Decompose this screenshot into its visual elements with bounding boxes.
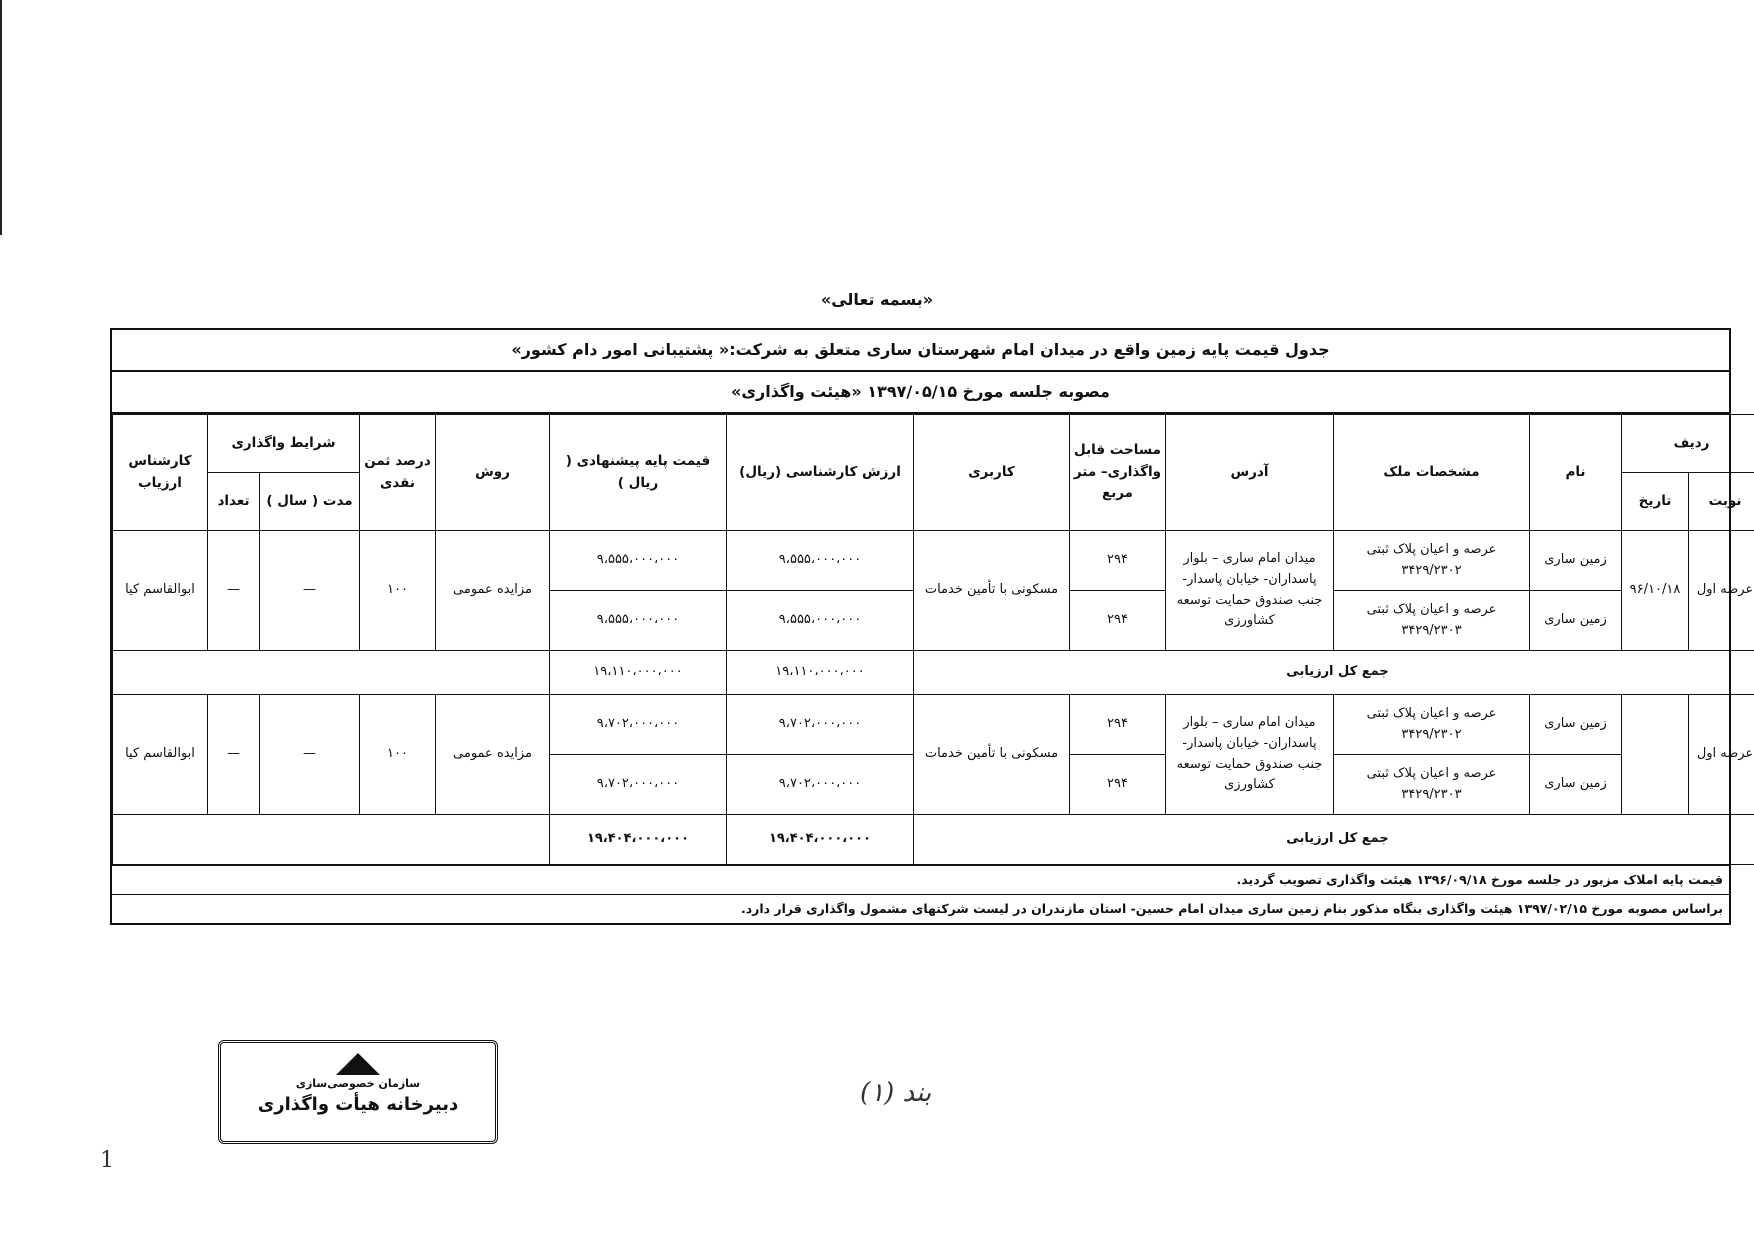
area-cell: ۲۹۴ (1070, 531, 1166, 591)
name-cell: زمین ساری (1530, 695, 1622, 755)
header-expert-value: ارزش کارشناسی (ریال) (727, 415, 914, 531)
header-radif: ردیف (1622, 415, 1754, 473)
duration-cell: — (260, 695, 360, 815)
nobat-cell: عرضه اول (1689, 531, 1754, 651)
header-tarikh: تاریخ (1622, 473, 1689, 531)
total-label: جمع کل ارزیابی (914, 815, 1754, 865)
name-cell: زمین ساری (1530, 755, 1622, 815)
price-table (112, 414, 1754, 865)
duration-cell: — (260, 531, 360, 651)
nobat-cell: عرضه اول (1689, 695, 1754, 815)
expert-value-cell: ۹،۵۵۵،۰۰۰،۰۰۰ (727, 531, 914, 591)
assessor-cell: ابوالقاسم کیا (113, 695, 208, 815)
name-cell: زمین ساری (1530, 531, 1622, 591)
approval-note: قیمت پایه املاک مزبور در جلسه مورخ ۱۳۹۶/۰۹/۱۸ هیئت واگذاری تصویب گردید. (112, 865, 1729, 894)
expert-value-cell: ۹،۵۵۵،۰۰۰،۰۰۰ (727, 591, 914, 651)
header-area: مساحت قابل واگذاری– متر مربع (1070, 415, 1166, 531)
handwritten-page-mark: 1 (100, 1148, 114, 1173)
area-cell: ۲۹۴ (1070, 755, 1166, 815)
listing-note: براساس مصوبه مورخ ۱۳۹۷/۰۲/۱۵ هیئت واگذاری بنگاه مذکور بنام زمین ساری میدان امام حسین- استان مازندران در لیست شرکتهای مشمول واگذاری قرار دارد. (112, 894, 1729, 923)
header-method: روش (436, 415, 550, 531)
usage-cell: مسکونی با تأمین خدمات (914, 531, 1070, 651)
total-empty-cell (113, 651, 550, 695)
header-usage: کاربری (914, 415, 1070, 531)
total-expert-value: ۱۹،۱۱۰،۰۰۰،۰۰۰ (727, 651, 914, 695)
header-cash-percent: درصد ثمن نقدی (360, 415, 436, 531)
total-row (113, 651, 1754, 695)
table-title: جدول قیمت پایه زمین واقع در میدان امام شهرستان ساری متعلق به شرکت:« پشتیبانی امور دام کشور» (112, 330, 1729, 372)
table-row (113, 695, 1754, 755)
header-property-spec: مشخصات ملک (1334, 415, 1530, 531)
spec-cell: عرصه و اعیان پلاک ثبتی ۳۴۲۹/۲۳۰۳ (1334, 591, 1530, 651)
spec-cell: عرصه و اعیان پلاک ثبتی ۳۴۲۹/۲۳۰۲ (1334, 531, 1530, 591)
total-expert-value: ۱۹،۴۰۴،۰۰۰،۰۰۰ (727, 815, 914, 865)
total-row (113, 815, 1754, 865)
base-price-cell: ۹،۵۵۵،۰۰۰،۰۰۰ (550, 591, 727, 651)
total-label: جمع کل ارزیابی (914, 651, 1754, 695)
method-cell: مزایده عمومی (436, 531, 550, 651)
table-row (113, 531, 1754, 591)
assessor-cell: ابوالقاسم کیا (113, 531, 208, 651)
area-cell: ۲۹۴ (1070, 591, 1166, 651)
stamp-organization: سازمان خصوصی‌سازی (295, 1077, 421, 1090)
base-price-cell: ۹،۷۰۲،۰۰۰،۰۰۰ (550, 755, 727, 815)
total-empty-cell (113, 815, 550, 865)
area-cell: ۲۹۴ (1070, 695, 1166, 755)
cash-percent-cell: ۱۰۰ (360, 695, 436, 815)
stamp-secretariat: دبیرخانه هیأت واگذاری (257, 1094, 459, 1115)
total-base-price: ۱۹،۴۰۴،۰۰۰،۰۰۰ (550, 815, 727, 865)
name-cell: زمین ساری (1530, 591, 1622, 651)
bismillah: «بسمه تعالی» (820, 290, 934, 309)
expert-value-cell: ۹،۷۰۲،۰۰۰،۰۰۰ (727, 755, 914, 815)
usage-cell: مسکونی با تأمین خدمات (914, 695, 1070, 815)
header-assessor: کارشناس ارزیاب (113, 415, 208, 531)
table-subtitle: مصوبه جلسه مورخ ۱۳۹۷/۰۵/۱۵ «هیئت واگذاری» (112, 372, 1729, 414)
base-price-cell: ۹،۷۰۲،۰۰۰،۰۰۰ (550, 695, 727, 755)
address-cell: میدان امام ساری – بلوار پاسداران- خیابان پاسدار- جنب صندوق حمایت توسعه کشاورزی (1166, 695, 1334, 815)
count-cell: — (208, 695, 260, 815)
handwritten-band-note: بند (۱) (860, 1078, 932, 1108)
expert-value-cell: ۹،۷۰۲،۰۰۰،۰۰۰ (727, 695, 914, 755)
header-duration: مدت ( سال ) (260, 473, 360, 531)
cash-percent-cell: ۱۰۰ (360, 531, 436, 651)
spec-cell: عرصه و اعیان پلاک ثبتی ۳۴۲۹/۲۳۰۲ (1334, 695, 1530, 755)
address-cell: میدان امام ساری – بلوار پاسداران- خیابان پاسدار- جنب صندوق حمایت توسعه کشاورزی (1166, 531, 1334, 651)
secretariat-stamp (218, 1040, 498, 1144)
header-address: آدرس (1166, 415, 1334, 531)
tarikh-cell (1622, 695, 1689, 815)
header-nobat: نوبت (1689, 473, 1754, 531)
base-price-cell: ۹،۵۵۵،۰۰۰،۰۰۰ (550, 531, 727, 591)
spec-cell: عرصه و اعیان پلاک ثبتی ۳۴۲۹/۲۳۰۳ (1334, 755, 1530, 815)
header-terms: شرایط واگذاری (208, 415, 360, 473)
privatization-logo-icon (336, 1053, 380, 1075)
header-name: نام (1530, 415, 1622, 531)
header-count: تعداد (208, 473, 260, 531)
count-cell: — (208, 531, 260, 651)
header-base-price: قیمت پایه پیشنهادی ( ریال ) (550, 415, 727, 531)
price-table-container (110, 328, 1754, 925)
scan-edge-line (0, 0, 2, 235)
method-cell: مزایده عمومی (436, 695, 550, 815)
total-base-price: ۱۹،۱۱۰،۰۰۰،۰۰۰ (550, 651, 727, 695)
tarikh-cell: ۹۶/۱۰/۱۸ (1622, 531, 1689, 651)
